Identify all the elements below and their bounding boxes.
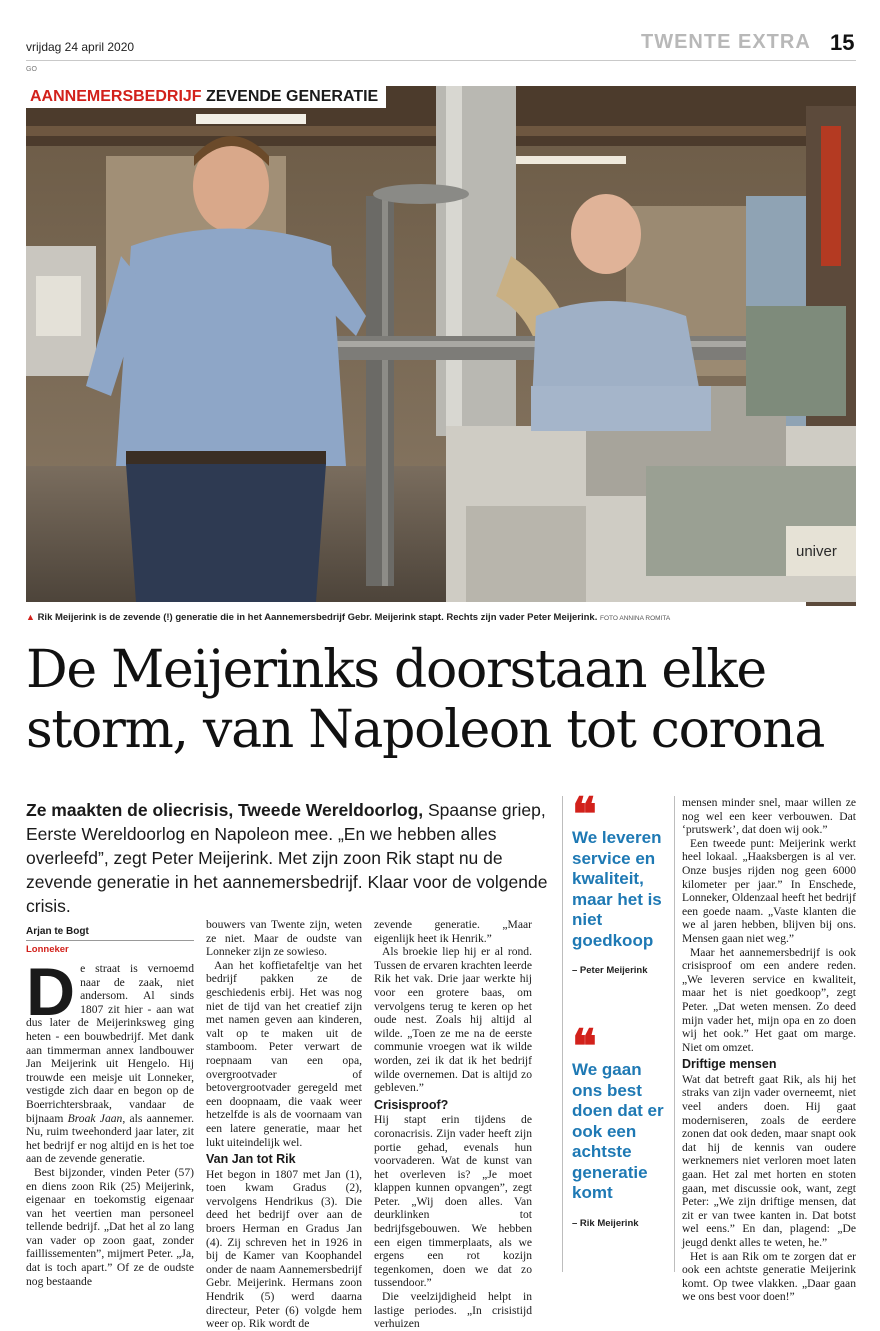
col5-p4: Wat dat betreft gaat Rik, als hij het straks van zijn vader overneemt, niet veel anders doen. Hij gaat moderniseren, zoals de eerdere zonen dat ook deden, maar snapt ook dat hij de kennis van oudere werknemers niet verloren moet laten gaan. Het zal met horten en stoten gaan, met discussie ook, want, zegt Peter: „We zijn driftige mensen, dat zit er van twee kanten in. Dat botst wel eens.” En dan, plagend: „De jeugd denkt alles te weten, he.”: [682, 1072, 856, 1249]
col1-nickname: Broak Jaan: [67, 1111, 123, 1125]
quote-mark-icon: ❝: [572, 1019, 591, 1073]
col3-p1: zevende generatie. „Maar eigenlijk heet ik Henrik.”: [374, 918, 532, 945]
pull-quote-1-text: We leveren service en kwaliteit, maar het is niet goedkoop: [572, 828, 662, 950]
kicker-black: ZEVENDE GENERATIE: [206, 88, 379, 105]
col3-p3: Hij stapt erin tijdens de coronacrisis. Zijn vader heeft zijn portie gehad, evenals hun voorvaderen. Wat de kunst van het overleven is? „Je moet klappen kunnen opvangen”, zegt Peter. „Wij doen alles. Van deurklinken tot bedrijfsgebouwen. We hebben een eigen timmerplaats, als we ergens een rot kozijn tegenkomen, doen we dat zo tussendoor.”: [374, 1113, 532, 1290]
pull-quote-2-text: We gaan ons best doen dat er ook een achtste generatie komt: [572, 1060, 664, 1202]
photo-credit: FOTO ANNINA ROMITA: [600, 615, 671, 622]
body-column-1: [26, 954, 194, 1288]
col5-p5: Het is aan Rik om te zorgen dat er ook een achtste generatie Meijerink komt. Op twee vlakken. „Daar gaan we ons best voor doen!”: [682, 1249, 856, 1304]
subheading-driftige-mensen: Driftige mensen: [682, 1057, 777, 1072]
machine-brand-text: univer: [796, 543, 837, 560]
kicker-red: AANNEMERSBEDRIJF: [30, 88, 202, 105]
intro-text: Spaanse griep, Eerste Wereldoorlog en Napoleon mee. „En we hebben alles overleefd”, zegt Peter Meijerink. Met zijn zoon Rik stapt nu de zevende generatie in het aannemersbedrijf. Klaar voor de volgende crisis.: [26, 800, 548, 916]
col2-p2: Aan het koffietafeltje van het bedrijf pakken ze de geschiedenis erbij. Het was nog niet de tijd van het creatief zijn met namen geven aan kinderen, valt op te maken uit de stamboom. Peter verwart de roepnaam van een opa, overgrootvader of betovergrootvader geregeld met een doopnaam, die vaak weer hetzelfde is als de voornaam van een latere generatie, maar het lukt uiteindelijk wel.: [206, 958, 362, 1149]
page-number: 15: [830, 30, 855, 55]
intro: [26, 798, 556, 918]
header-rule: [26, 60, 856, 61]
drop-cap: D: [26, 954, 76, 1030]
col5-p3: Maar het aannemersbedrijf is ook crisisproof om een andere reden. „We leveren service en kwaliteit, maar het is niet goedkoop”, zegt Peter. „Dat weten mensen. Zo deed mijn vader het, mijn opa en zo doen wij het ook.” Het gaat om marge. Niet om omzet.: [682, 945, 856, 1054]
body-column-5: [682, 796, 856, 1304]
column-divider-left: [562, 796, 563, 1272]
col1-p1: e straat is vernoemd naar de zaak, niet andersom. Al sinds 1807 zit hier - aan wat dus later de Meijerinksweg ging heten - een bouwbedrijf. Met dank aan timmerman annex landbouwer Jan Meijerink uit Hengelo. Hij trouwde een meisje uit Lonneker, vestigde zich daar en begon op de Boerrichtersbraak, vandaar de bijnaam: [26, 962, 194, 1125]
quote-mark-icon: ❝: [572, 787, 591, 841]
col3-p2: Als broekie liep hij er al rond. Tussen de ervaren krachten leerde Rik het vak. Drie jaar werkte hij voor een grotere baas, om vervolgens terug te keren op het oude nest. Zoals hij altijd al wilde. „Toen ze me na de eerste communie vroegen wat ik wilde worden, zei ik dat ik het bedrijf wilde overnemen. Dat is altijd zo gebleven.”: [374, 945, 532, 1095]
body-column-3: [374, 918, 532, 1331]
col5-p2: Een tweede punt: Meijerink werkt heel lokaal. „Haaksbergen is al ver. Onze busjes rijden nog geen 6000 kilometer per jaar.” In Enschede, Lonneker, Oldenzaal heeft het bedrijf een goede naam. „Vaste klanten die we al jaren hebben, blijven bij ons. Mensen gaan niet weg.”: [682, 836, 856, 945]
pull-quote-1-attribution: – Peter Meijerink: [572, 965, 648, 976]
col1-p2: Best bijzonder, vinden Peter (57) en diens zoon Rik (25) Meijerink, eigenaar en toekomstig eigenaar van het veertien man personeel tellende bedrijf. „Dat het al zo lang van vader op zoon gaat, zonder faillissementen”, mijmert Peter. „Ja, dat is toch apart.” Of ze de oudste nog bestaande: [26, 1165, 194, 1288]
pull-quote-2: [572, 1019, 672, 1229]
small-tag: GO: [26, 66, 37, 73]
byline-place: Lonneker: [26, 944, 69, 955]
photo-caption: [26, 612, 856, 623]
col3-p4: Die veelzijdigheid helpt in lastige periodes. „In crisistijd verhuizen: [374, 1290, 532, 1331]
col2-p3: Het begon in 1807 met Jan (1), toen kwam Gradus (2), vervolgens Hendrikus (3). Die deed het bedrijf over aan de broers Herman en Gradus Jan (4). Zij schreven het in 1926 in bij de Kamer van Koophandel onder de naam Aannemersbedrijf Gebr. Meijerink. Hermans zoon Hendrik (5) werd daarna directeur, Peter (6) volgde hem weer op. Rik wordt de: [206, 1167, 362, 1331]
byline-author: Arjan te Bogt: [26, 926, 89, 937]
section-title: TWENTE EXTRA: [641, 31, 811, 53]
byline-rule: [26, 940, 194, 941]
kicker-label: [26, 86, 386, 108]
publication-date: vrijdag 24 april 2020: [26, 40, 135, 54]
body-column-2: [206, 918, 362, 1331]
column-divider-right: [674, 796, 675, 1272]
col1-p1-end: , als aannemer. Nu, ruim tweehonderd jaar later, zit het bedrijf er nog altijd en is het toe aan de zevende generatie.: [26, 1111, 194, 1166]
col2-p1: bouwers van Twente zijn, weten ze niet. Maar de oudste van Lonneker zijn ze sowieso.: [206, 918, 362, 959]
caption-triangle-icon: ▲: [26, 612, 35, 622]
subheading-crisisproof: Crisisproof?: [374, 1097, 449, 1112]
intro-bold: Ze maakten de oliecrisis, Tweede Wereldoorlog,: [26, 800, 424, 820]
subheading-van-jan-tot-rik: Van Jan tot Rik: [206, 1152, 296, 1167]
caption-text: Rik Meijerink is de zevende (!) generatie die in het Aannemersbedrijf Gebr. Meijerink stapt. Rechts zijn vader Peter Meijerink.: [37, 612, 598, 623]
pull-quote-1: [572, 787, 672, 976]
workshop-photo-illustration: [26, 86, 856, 602]
article-photo: [26, 86, 856, 602]
headline: De Meijerinks doorstaan elke storm, van Napoleon tot corona: [26, 640, 825, 760]
pull-quote-2-attribution: – Rik Meijerink: [572, 1217, 639, 1229]
col5-p1: mensen minder snel, maar willen ze nog wel een keer verbouwen. Dat ‘prutswerk’, dat doen wij ook.”: [682, 796, 856, 837]
